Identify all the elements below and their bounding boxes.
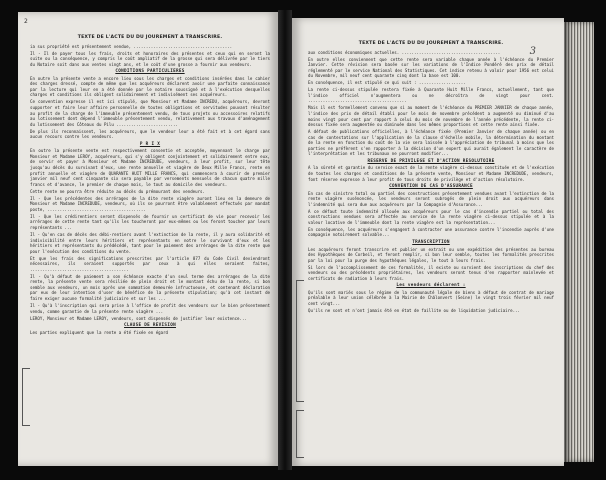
section-heading: P R I X [139, 141, 161, 147]
paragraph: En outre la présente vente est respectivement consentie et acceptée, moyennant le charge par Monsieur et Madame LEROY, acquéreurs, qui s'y obligent conjointement et solidairement entre eux, de servir et payer à Monsieur et Madame INCREDUDE, vendeurs, à leur profit, sur leur tête jusqu'au décès du survivant d'eux, une rente annuelle et viagère de Deux Mille Francs, rente en profit annuelle et viagère de QUARANTE HUIT MILLE FRANCS, qui commencera à courir de premier janvier mil neuf cent cinquante six sera payable par versements mensuels de chacun quatre mille francs et d'avance, le premier de chaque mois, le tout au domicile des vendeurs. [30, 148, 270, 187]
right-page [292, 18, 564, 466]
margin-bracket [22, 368, 30, 426]
left-page-number: 2 [24, 18, 28, 25]
paragraph: Et que les frais des significations prescrites par l'article 877 du Code Civil deviendront nécessaires, ils seraient supportés par ceux à qui elles seraient faites, ........................................ [30, 255, 270, 272]
paragraph: A défaut de publications officielles, à l'échéance fixée (Premier Janvier de chaque année) ou en cas de contestations sur l'application de la clause d'échelle mobile, la détermination du montant de la rente en fonction du coût de la vie sera laissée à l'appréciation de tribunal à moins que les parties ne préfèrent s'en rapporter à la décision d'un expert qui aurait également le caractère de l'interprétation et les tribunaux ne pourront modifier... [308, 129, 554, 157]
section-heading: CLAUSE DE REVISION [124, 323, 176, 329]
paragraph: Qu'ils sont mariés sous le régime de la communauté légale de biens à défaut de contrat de mariage préalable à leur union célébrée à la Mairie de Châlonvert (Seine) le vingt trois février mil neuf cent vingt... [308, 289, 554, 306]
paragraph: Qu'ils ne sont et n'ont jamais été en état de faillite ou de liquidation judiciaire... [308, 308, 520, 314]
section-heading: RESERVE DE PRIVILEGE ET D'ACTION RESOLUTOIRE [367, 158, 495, 164]
right-page-text [308, 34, 554, 458]
paragraph: A la sûreté et garantie du service exact de la rente viagère ci-dessus constituée et de l'exécution de toutes les charges et conditions de la présente vente, Monsieur et Madame INCREDUDE, vendeurs, font réserve expresse à leur profit de tous droits de privilège et d'action résolutoire. [308, 165, 554, 182]
handwritten-page-number: 3 [529, 46, 536, 57]
paragraph: Il - Que les précédentes des arrérages de la dite rente viagère auront lieu en la demeure de Monsieur et Madame INCREDUDE, vendeurs, où ils se pourront être valablement effectués par mandat poste, ........................................ [30, 195, 270, 212]
margin-bracket [296, 280, 304, 402]
paragraph: Il - Qu'à défaut de paiement a son échéance exacte d'un seul terme des arrérages de la dite rente, la présente vente sera résiliée de plein droit et le montant échu de la rente, si bon semble aux vendeurs, un mois après une sommation demeurée infructueuse, et contenant déclaration par eux de leur intention d'user de bénéfice de la présente stipulation; qu'à cet instant de faire exiger aucune formalité judiciaire et sur les ... [30, 273, 270, 302]
left-page-header: TEXTE DE L'ACTE DU DU JOUREMENT A TRANSCRIRE. [77, 35, 223, 40]
paragraph: Il - Que les crédirentiers seront dispensés de fournir un certificat de vie pour recevoir les arrérages de cette rente tant qu'ils les toucheront par eux-mêmes ou les feront toucher par leurs représentants ... [30, 213, 270, 230]
paragraph: Cette rente ne pourra être réduite au décès du prémourant des vendeurs. [30, 188, 205, 194]
paragraph: Il - Qu'à l'inscription qui sera prise à l'office de profit des vendeurs sur le bien présentement vendu, comme garantie de la présente rente viagère ... [30, 303, 270, 314]
paragraph: Il - Il de payer tous les frais, droits et honoraires des présentes et ceux qui en seront la suite ou la conséquence, y compris le coût ampliatif de la grosse qui sera délivrée par le tiers du Notaire soit dans aux ventes vingt ans, et le coût d'une grosse a fournir aux vendeurs. [30, 50, 270, 67]
paragraph: LEROY, Monsieur et Madame LEROY, vendeurs, sont dispensés de justifier leur existence... [30, 315, 247, 321]
paragraph: En cas de sinistre total ou partiel des constructions présentement vendues avant l'extinction de la rente viagère susénoncée, les vendeurs seront subrogés de plein droit aux acquéreurs dans l'indemnité qui sera due aux acquéreurs par la Compagnie d'Assurance... [308, 190, 554, 207]
paragraph: aux conditions économiques actuelles. ........................................ [308, 49, 501, 55]
paragraph: En conséquence, les acquéreurs s'engagent à contracter une assurance contre l'incendie auprès d'une compagnie notoirement solvable... [308, 226, 554, 238]
paragraph: De plus ils reconnaissent, les acquéreurs, que le vendeur leur a été fait et à cet égard sans aucun recours contre les vendeurs. [30, 128, 270, 140]
section-heading: CONVENTION DE CAS D'ASSURANCE [389, 184, 473, 190]
paragraph: Il - Qu'en cas de décès des débi-rentiers avant l'extinction de la rente, il y aura solidarité et indivisibilité entre leurs héritiers et représentants en notre le survivant d'eux et les héritiers et représentants du prédécédé, tant pour le paiement des arrérages de la dite rente que pour l'exécution des conditions du vente. [30, 232, 270, 254]
book-page-edges [564, 22, 594, 462]
paragraph: En outre la présente vente a encore lieu sous les charges et conditions insérées dans le cahier des charges dressé, compte de même que les acquéreurs déclarent avoir une parfaite connaissance par la lecture qui leur en a été donnée par le notaire soussigné et à l'exécution desquelles charges et conditions ils obligent solidairement et indivisément ses acquéreurs. [30, 75, 270, 98]
margin-bracket [296, 410, 304, 458]
section-heading: TRANSCRIPTION [412, 240, 450, 245]
paragraph: Si lors de l'accomplissement de ces formalités, il existe ou survient des inscriptions du chef des vendeurs ou des précédents propriétaires, les vendeurs seront tenus d'en rapporter mainlevée et certificats de radiation à leurs frais. [308, 264, 554, 281]
left-page [18, 12, 278, 466]
paragraph: En outre elles conviennent que cette rente sera variable chaque année à l'échéance du Premier Janvier. Cette révision sera basée sur les variations de l'Indice Pondéré des prix de détail réglementé par le service National des Statistiques. Cet indice retenu à valoir pour 1956 est celui du Novembre, mil neuf cent quarante cinq dont la base est 100. [308, 56, 554, 79]
paragraph: ia sus propriété est présentement vendue, ........................................ [30, 43, 233, 49]
section-heading: Les vendeurs déclarent : [396, 283, 466, 289]
paragraph: Les acquéreurs feront transcrire et publier un extrait ou une expédition des présentes au bureau des Hypothèques de Corbeil, et feront remplir, si bon leur semble, toutes les formalités prescrites par la loi pour la purge des hypothèques légales, le tout à leurs frais. [308, 246, 554, 263]
paragraph: La rente ci-dessus stipulée restera fixée à Quarante Huit Mille Francs, actuellement, tant que l'indice officiel n'augmentera ou ne décroîtra de vingt pour cent. ........................................ [308, 87, 554, 104]
section-heading: CONDITIONS PARTICULIERES [115, 69, 185, 75]
paragraph: Mais il est formellement convenu que si au moment de l'échéance du PREMIER JANVIER de chaque année, l'indice des prix de détail établi pour le mois de novembre précédent a augmenté ou diminué d'au moins vingt pour cent par rapport à celui du mois de novembre de l'année précédente, la rente ci-dessus fixée sera augmentée ou diminuée dans les mêmes proportions et cette rente ainsi fixée. [308, 105, 554, 128]
paragraph: A ce défaut toute indemnité allouée aux acquéreurs pour le cas d'incendie partiel ou total des constructions vendues sera affectée au service de la rente viagère ci-dessus stipulée et à la valeur locative de l'immeuble dont la rente viagère est la représentation... [308, 208, 554, 225]
paragraph: Ce convention expresse il est ici stipulé, que Monsieur et Madame INCREDU, acquéreurs, devront supporter et faire leur affaire personnelle de toutes obligations et servitudes pouvant résulter au profit de la charge de l'immeuble présentement vendu, de tous projets ou accessoires relatifs au lotissement dont dépend l'immeuble présentement vendu, relativement aux travaux d'aménagement du lotissement des Côteaux du Pilu ......................... [30, 99, 270, 127]
paragraph: Les parties expliquent que la rente a été fixée en égard [30, 329, 169, 335]
paragraph: En conséquence, il est stipulé ce qui suit : ................... [308, 80, 466, 86]
book-gutter [278, 10, 292, 470]
right-page-header: TEXTE DE L'ACTE DU DU JOUREMENT A TRANSCRIRE. [358, 41, 504, 46]
left-page-text [30, 28, 270, 458]
